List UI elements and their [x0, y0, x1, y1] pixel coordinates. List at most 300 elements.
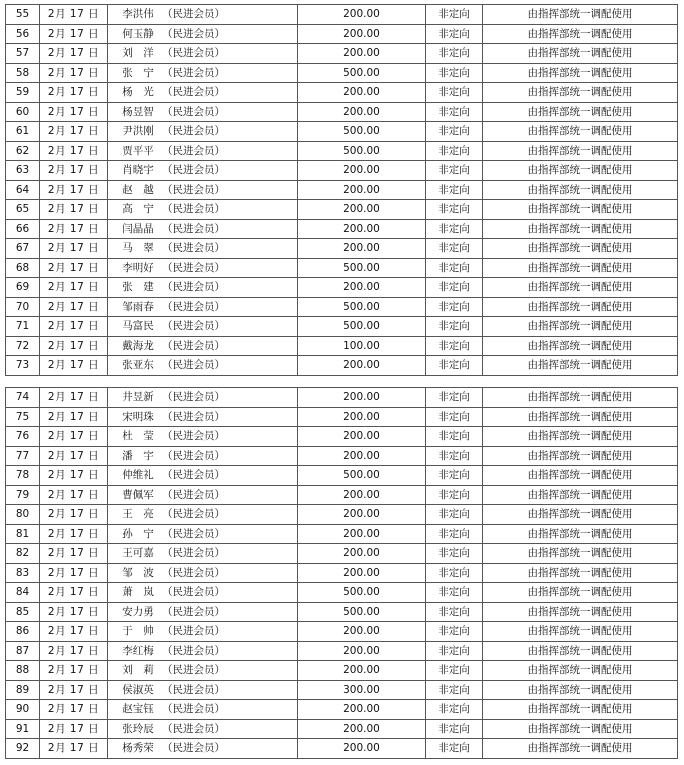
table-row — [6, 44, 678, 64]
donor-cell — [108, 388, 298, 408]
table-row — [6, 180, 678, 200]
donation-type: 非定向 — [426, 446, 483, 466]
table-row — [6, 278, 678, 298]
donation-date: 2月 17 日 — [40, 161, 108, 181]
table-row — [6, 505, 678, 525]
donor-name: 尹洪刚 — [122, 125, 154, 138]
donor-cell — [108, 563, 298, 583]
donation-date: 2月 17 日 — [40, 356, 108, 376]
donor-affiliation: （民进会员） — [162, 449, 225, 462]
donation-type: 非定向 — [426, 239, 483, 259]
donation-usage: 由指挥部统一调配使用 — [483, 719, 678, 739]
donation-usage: 由指挥部统一调配使用 — [483, 524, 678, 544]
donor-cell — [108, 278, 298, 298]
table-row — [6, 297, 678, 317]
donation-usage: 由指挥部统一调配使用 — [483, 583, 678, 603]
donation-date: 2月 17 日 — [40, 258, 108, 278]
donation-usage: 由指挥部统一调配使用 — [483, 141, 678, 161]
donation-amount: 200.00 — [298, 505, 426, 525]
donor-cell — [108, 141, 298, 161]
donation-date: 2月 17 日 — [40, 427, 108, 447]
table-row — [6, 700, 678, 720]
donor-name: 李洪伟 — [122, 8, 154, 21]
donor-name: 张 宁 — [122, 66, 154, 79]
row-number: 86 — [6, 622, 40, 642]
donation-date: 2月 17 日 — [40, 563, 108, 583]
donor-affiliation: （民进会员） — [162, 625, 225, 638]
donor-affiliation: （民进会员） — [162, 66, 225, 79]
donor-name: 杜 莹 — [122, 430, 154, 443]
donor-affiliation: （民进会员） — [162, 27, 225, 40]
donor-cell — [108, 317, 298, 337]
table-row — [6, 200, 678, 220]
donor-cell — [108, 739, 298, 759]
donor-name: 孙 宁 — [122, 527, 154, 540]
donation-amount: 200.00 — [298, 24, 426, 44]
donation-date: 2月 17 日 — [40, 602, 108, 622]
donor-affiliation: （民进会员） — [162, 105, 225, 118]
donation-type: 非定向 — [426, 63, 483, 83]
donation-date: 2月 17 日 — [40, 200, 108, 220]
row-number: 70 — [6, 297, 40, 317]
donor-name: 张亚东 — [122, 359, 154, 372]
donation-type: 非定向 — [426, 102, 483, 122]
donor-cell — [108, 161, 298, 181]
table-row — [6, 641, 678, 661]
row-number: 91 — [6, 719, 40, 739]
table-row — [6, 446, 678, 466]
donation-date: 2月 17 日 — [40, 5, 108, 25]
row-number: 68 — [6, 258, 40, 278]
donation-type: 非定向 — [426, 297, 483, 317]
donor-cell — [108, 356, 298, 376]
table-row — [6, 122, 678, 142]
donation-amount: 200.00 — [298, 356, 426, 376]
donor-affiliation: （民进会员） — [162, 508, 225, 521]
row-number: 73 — [6, 356, 40, 376]
donor-cell — [108, 219, 298, 239]
donor-affiliation: （民进会员） — [162, 183, 225, 196]
donor-cell — [108, 466, 298, 486]
table-row — [6, 388, 678, 408]
donation-usage: 由指挥部统一调配使用 — [483, 83, 678, 103]
donor-name: 邹雨春 — [122, 300, 154, 313]
table-row — [6, 24, 678, 44]
row-number: 88 — [6, 661, 40, 681]
donation-usage: 由指挥部统一调配使用 — [483, 122, 678, 142]
row-number: 56 — [6, 24, 40, 44]
donation-usage: 由指挥部统一调配使用 — [483, 258, 678, 278]
donation-date: 2月 17 日 — [40, 141, 108, 161]
donation-date: 2月 17 日 — [40, 388, 108, 408]
row-number: 83 — [6, 563, 40, 583]
donor-affiliation: （民进会员） — [162, 605, 225, 618]
donor-name: 于 帅 — [122, 625, 154, 638]
donation-usage: 由指挥部统一调配使用 — [483, 336, 678, 356]
donation-type: 非定向 — [426, 83, 483, 103]
row-number: 69 — [6, 278, 40, 298]
row-number: 90 — [6, 700, 40, 720]
donor-name: 肖晓宇 — [122, 164, 154, 177]
donation-type: 非定向 — [426, 661, 483, 681]
donation-usage: 由指挥部统一调配使用 — [483, 466, 678, 486]
table-row — [6, 583, 678, 603]
donation-amount: 200.00 — [298, 622, 426, 642]
donation-usage: 由指挥部统一调配使用 — [483, 44, 678, 64]
table-row — [6, 524, 678, 544]
donation-type: 非定向 — [426, 407, 483, 427]
donation-type: 非定向 — [426, 44, 483, 64]
donor-cell — [108, 700, 298, 720]
donor-affiliation: （民进会员） — [162, 203, 225, 216]
donor-affiliation: （民进会员） — [162, 339, 225, 352]
row-number: 67 — [6, 239, 40, 259]
donation-date: 2月 17 日 — [40, 719, 108, 739]
donation-date: 2月 17 日 — [40, 680, 108, 700]
donation-usage: 由指挥部统一调配使用 — [483, 5, 678, 25]
donor-cell — [108, 583, 298, 603]
donation-amount: 200.00 — [298, 180, 426, 200]
row-number: 92 — [6, 739, 40, 759]
donation-date: 2月 17 日 — [40, 239, 108, 259]
donation-date: 2月 17 日 — [40, 446, 108, 466]
donation-table-top — [5, 4, 678, 376]
row-number: 77 — [6, 446, 40, 466]
donor-name: 赵宝钰 — [122, 703, 154, 716]
donation-type: 非定向 — [426, 122, 483, 142]
row-number: 85 — [6, 602, 40, 622]
donation-type: 非定向 — [426, 317, 483, 337]
table-row — [6, 317, 678, 337]
donor-name: 刘 莉 — [122, 664, 154, 677]
donation-usage: 由指挥部统一调配使用 — [483, 641, 678, 661]
donation-usage: 由指挥部统一调配使用 — [483, 356, 678, 376]
donor-name: 马 翠 — [122, 242, 154, 255]
donor-name: 赵 越 — [122, 183, 154, 196]
donation-usage: 由指挥部统一调配使用 — [483, 24, 678, 44]
table-row — [6, 544, 678, 564]
donor-cell — [108, 63, 298, 83]
row-number: 66 — [6, 219, 40, 239]
donation-date: 2月 17 日 — [40, 180, 108, 200]
donation-usage: 由指挥部统一调配使用 — [483, 180, 678, 200]
donation-amount: 200.00 — [298, 5, 426, 25]
donation-amount: 200.00 — [298, 485, 426, 505]
donation-amount: 500.00 — [298, 583, 426, 603]
donation-usage: 由指挥部统一调配使用 — [483, 563, 678, 583]
donor-name: 曹佩军 — [122, 488, 154, 501]
donor-affiliation: （民进会员） — [162, 242, 225, 255]
donation-usage: 由指挥部统一调配使用 — [483, 407, 678, 427]
table-row — [6, 407, 678, 427]
donor-cell — [108, 544, 298, 564]
donor-cell — [108, 5, 298, 25]
donation-date: 2月 17 日 — [40, 297, 108, 317]
donation-amount: 200.00 — [298, 719, 426, 739]
donation-date: 2月 17 日 — [40, 700, 108, 720]
donation-usage: 由指挥部统一调配使用 — [483, 446, 678, 466]
donor-affiliation: （民进会员） — [162, 488, 225, 501]
donor-cell — [108, 180, 298, 200]
row-number: 76 — [6, 427, 40, 447]
donation-usage: 由指挥部统一调配使用 — [483, 661, 678, 681]
donation-date: 2月 17 日 — [40, 278, 108, 298]
table-row — [6, 239, 678, 259]
donation-type: 非定向 — [426, 739, 483, 759]
donor-affiliation: （民进会员） — [162, 683, 225, 696]
donation-amount: 200.00 — [298, 83, 426, 103]
row-number: 71 — [6, 317, 40, 337]
donor-name: 仲维礼 — [122, 469, 154, 482]
donation-date: 2月 17 日 — [40, 661, 108, 681]
table-row — [6, 219, 678, 239]
donation-date: 2月 17 日 — [40, 44, 108, 64]
donor-affiliation: （民进会员） — [162, 664, 225, 677]
donor-name: 李明好 — [122, 261, 154, 274]
donation-type: 非定向 — [426, 180, 483, 200]
donor-name: 马富民 — [122, 320, 154, 333]
donation-amount: 200.00 — [298, 219, 426, 239]
donor-affiliation: （民进会员） — [162, 566, 225, 579]
donation-amount: 500.00 — [298, 317, 426, 337]
table-row — [6, 141, 678, 161]
donation-date: 2月 17 日 — [40, 505, 108, 525]
row-number: 82 — [6, 544, 40, 564]
donation-type: 非定向 — [426, 544, 483, 564]
donation-usage: 由指挥部统一调配使用 — [483, 239, 678, 259]
donation-amount: 500.00 — [298, 466, 426, 486]
donor-affiliation: （民进会员） — [162, 164, 225, 177]
donor-name: 安力勇 — [122, 605, 154, 618]
donor-name: 王 亮 — [122, 508, 154, 521]
donor-name: 杨秀荣 — [122, 742, 154, 755]
donation-usage: 由指挥部统一调配使用 — [483, 739, 678, 759]
donor-cell — [108, 24, 298, 44]
donation-date: 2月 17 日 — [40, 63, 108, 83]
donor-affiliation: （民进会员） — [162, 320, 225, 333]
table-row — [6, 356, 678, 376]
donor-affiliation: （民进会员） — [162, 281, 225, 294]
donation-date: 2月 17 日 — [40, 407, 108, 427]
donation-amount: 200.00 — [298, 524, 426, 544]
donation-type: 非定向 — [426, 602, 483, 622]
table-row — [6, 680, 678, 700]
donation-usage: 由指挥部统一调配使用 — [483, 388, 678, 408]
donation-amount: 200.00 — [298, 563, 426, 583]
donation-date: 2月 17 日 — [40, 622, 108, 642]
donor-affiliation: （民进会员） — [162, 300, 225, 313]
donation-amount: 200.00 — [298, 427, 426, 447]
donor-cell — [108, 524, 298, 544]
donation-type: 非定向 — [426, 641, 483, 661]
donation-usage: 由指挥部统一调配使用 — [483, 63, 678, 83]
donor-cell — [108, 83, 298, 103]
table-row — [6, 63, 678, 83]
donor-affiliation: （民进会员） — [162, 125, 225, 138]
donor-cell — [108, 297, 298, 317]
donor-name: 潘 宇 — [122, 449, 154, 462]
donation-amount: 500.00 — [298, 141, 426, 161]
row-number: 57 — [6, 44, 40, 64]
table-row — [6, 336, 678, 356]
donation-amount: 200.00 — [298, 200, 426, 220]
row-number: 64 — [6, 180, 40, 200]
donation-amount: 500.00 — [298, 63, 426, 83]
row-number: 62 — [6, 141, 40, 161]
donation-usage: 由指挥部统一调配使用 — [483, 102, 678, 122]
table-row — [6, 102, 678, 122]
donation-type: 非定向 — [426, 700, 483, 720]
row-number: 75 — [6, 407, 40, 427]
table-row — [6, 739, 678, 759]
donor-cell — [108, 641, 298, 661]
donation-usage: 由指挥部统一调配使用 — [483, 485, 678, 505]
row-number: 74 — [6, 388, 40, 408]
donation-usage: 由指挥部统一调配使用 — [483, 427, 678, 447]
donor-name: 杨 光 — [122, 86, 154, 99]
row-number: 78 — [6, 466, 40, 486]
donation-usage: 由指挥部统一调配使用 — [483, 278, 678, 298]
donation-type: 非定向 — [426, 356, 483, 376]
row-number: 81 — [6, 524, 40, 544]
table-row — [6, 622, 678, 642]
donation-amount: 500.00 — [298, 297, 426, 317]
table-row — [6, 602, 678, 622]
donor-name: 杨昱智 — [122, 105, 154, 118]
donation-amount: 200.00 — [298, 239, 426, 259]
donation-usage: 由指挥部统一调配使用 — [483, 602, 678, 622]
donation-type: 非定向 — [426, 24, 483, 44]
donor-name: 高 宁 — [122, 203, 154, 216]
donation-usage: 由指挥部统一调配使用 — [483, 680, 678, 700]
donation-amount: 200.00 — [298, 161, 426, 181]
donation-type: 非定向 — [426, 563, 483, 583]
donor-name: 闫晶晶 — [122, 222, 154, 235]
donation-type: 非定向 — [426, 161, 483, 181]
donor-cell — [108, 44, 298, 64]
donation-type: 非定向 — [426, 427, 483, 447]
donation-amount: 200.00 — [298, 544, 426, 564]
donation-date: 2月 17 日 — [40, 544, 108, 564]
donor-cell — [108, 661, 298, 681]
donation-type: 非定向 — [426, 278, 483, 298]
donor-affiliation: （民进会员） — [162, 586, 225, 599]
donation-date: 2月 17 日 — [40, 485, 108, 505]
donation-type: 非定向 — [426, 258, 483, 278]
donation-type: 非定向 — [426, 583, 483, 603]
donor-name: 贾平平 — [122, 144, 154, 157]
donor-name: 何玉静 — [122, 27, 154, 40]
row-number: 87 — [6, 641, 40, 661]
donor-affiliation: （民进会员） — [162, 8, 225, 21]
donation-date: 2月 17 日 — [40, 336, 108, 356]
donor-cell — [108, 505, 298, 525]
donor-name: 邹 波 — [122, 566, 154, 579]
donation-amount: 100.00 — [298, 336, 426, 356]
donation-usage: 由指挥部统一调配使用 — [483, 317, 678, 337]
table-body — [6, 5, 678, 376]
row-number: 58 — [6, 63, 40, 83]
table-body — [6, 388, 678, 759]
donation-type: 非定向 — [426, 622, 483, 642]
row-number: 89 — [6, 680, 40, 700]
table-row — [6, 83, 678, 103]
donor-cell — [108, 446, 298, 466]
donor-affiliation: （民进会员） — [162, 144, 225, 157]
donor-affiliation: （民进会员） — [162, 430, 225, 443]
donation-date: 2月 17 日 — [40, 122, 108, 142]
donor-cell — [108, 239, 298, 259]
row-number: 55 — [6, 5, 40, 25]
donor-affiliation: （民进会员） — [162, 86, 225, 99]
donation-table-bottom — [5, 387, 678, 759]
table-row — [6, 563, 678, 583]
donation-amount: 200.00 — [298, 102, 426, 122]
donation-date: 2月 17 日 — [40, 83, 108, 103]
donation-type: 非定向 — [426, 219, 483, 239]
donation-type: 非定向 — [426, 485, 483, 505]
donation-amount: 500.00 — [298, 602, 426, 622]
donor-cell — [108, 680, 298, 700]
donation-date: 2月 17 日 — [40, 24, 108, 44]
donation-type: 非定向 — [426, 388, 483, 408]
donation-amount: 200.00 — [298, 700, 426, 720]
donation-amount: 200.00 — [298, 446, 426, 466]
donor-affiliation: （民进会员） — [162, 742, 225, 755]
donation-type: 非定向 — [426, 524, 483, 544]
donation-date: 2月 17 日 — [40, 641, 108, 661]
donor-cell — [108, 336, 298, 356]
donation-date: 2月 17 日 — [40, 524, 108, 544]
donation-date: 2月 17 日 — [40, 583, 108, 603]
donor-cell — [108, 719, 298, 739]
row-number: 79 — [6, 485, 40, 505]
row-number: 72 — [6, 336, 40, 356]
row-number: 84 — [6, 583, 40, 603]
donor-name: 王可嘉 — [122, 547, 154, 560]
donor-affiliation: （民进会员） — [162, 527, 225, 540]
table-row — [6, 5, 678, 25]
donor-cell — [108, 622, 298, 642]
donation-usage: 由指挥部统一调配使用 — [483, 200, 678, 220]
donation-usage: 由指挥部统一调配使用 — [483, 219, 678, 239]
donation-date: 2月 17 日 — [40, 219, 108, 239]
donation-type: 非定向 — [426, 336, 483, 356]
table-row — [6, 258, 678, 278]
donor-affiliation: （民进会员） — [162, 469, 225, 482]
donation-amount: 200.00 — [298, 641, 426, 661]
table-row — [6, 485, 678, 505]
donor-affiliation: （民进会员） — [162, 47, 225, 60]
row-number: 65 — [6, 200, 40, 220]
donor-cell — [108, 200, 298, 220]
donation-type: 非定向 — [426, 505, 483, 525]
donation-type: 非定向 — [426, 200, 483, 220]
donor-name: 侯淑英 — [122, 683, 154, 696]
donation-amount: 500.00 — [298, 122, 426, 142]
table-row — [6, 466, 678, 486]
donation-type: 非定向 — [426, 719, 483, 739]
donor-name: 萧 岚 — [122, 586, 154, 599]
donor-affiliation: （民进会员） — [162, 547, 225, 560]
donor-cell — [108, 485, 298, 505]
donor-affiliation: （民进会员） — [162, 722, 225, 735]
table-row — [6, 427, 678, 447]
donation-date: 2月 17 日 — [40, 466, 108, 486]
donor-cell — [108, 258, 298, 278]
donation-amount: 200.00 — [298, 388, 426, 408]
donation-type: 非定向 — [426, 466, 483, 486]
